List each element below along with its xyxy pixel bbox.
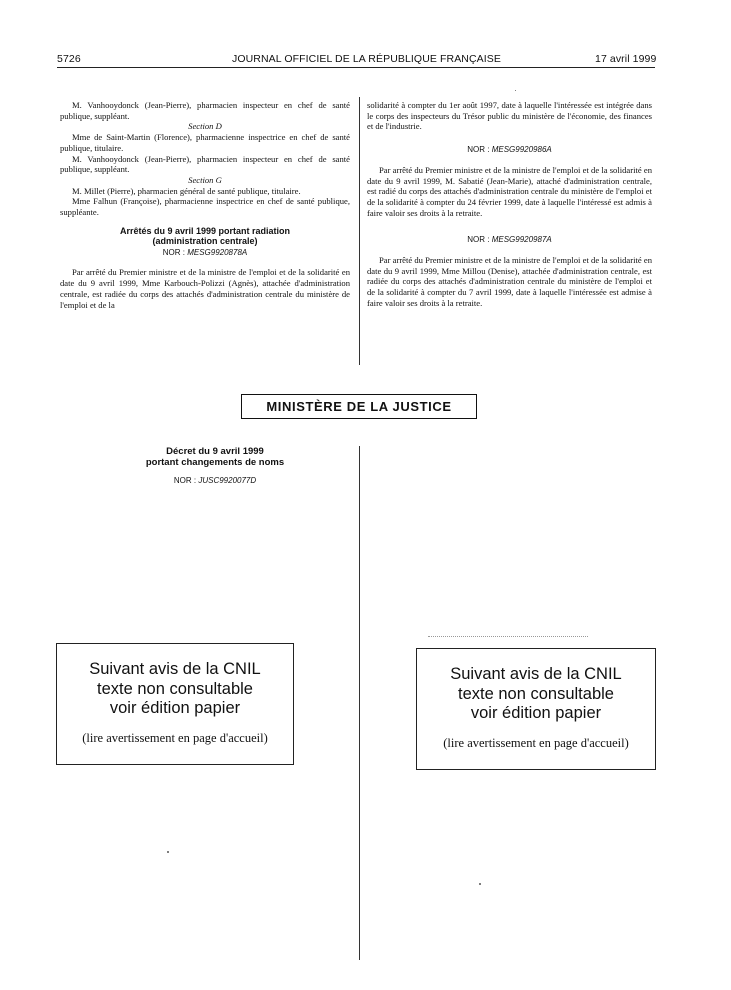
cnil-notice-box-right — [416, 648, 656, 770]
nor-code: MESG9920878A — [187, 247, 248, 257]
nor-label: NOR : — [173, 476, 197, 485]
cnil-notice-line: voir édition papier — [470, 704, 602, 722]
appointment-paragraph: Mme Falhun (Françoise), pharmacienne inspectrice en chef de santé publique, suppléante. — [60, 196, 350, 218]
appointment-paragraph: M. Vanhooydonck (Jean-Pierre), pharmacien inspecteur en chef de santé publique, suppléant. — [60, 153, 350, 175]
scan-speck — [167, 851, 169, 853]
left-column — [60, 100, 350, 310]
cnil-notice-box-left — [56, 643, 294, 765]
scan-speck — [515, 90, 516, 91]
cnil-notice-line: texte non consultable — [97, 679, 253, 698]
section-heading: Section G — [188, 174, 222, 185]
cnil-notice-line: texte non consultable — [458, 684, 614, 703]
ministry-heading: MINISTÈRE DE LA JUSTICE — [241, 394, 477, 419]
journal-title: JOURNAL OFFICIEL DE LA RÉPUBLIQUE FRANÇAISE — [232, 53, 501, 65]
nor-code: MESG9920986A — [491, 145, 552, 155]
appointment-paragraph: M. Millet (Pierre), pharmacien général de santé publique, titulaire. — [72, 185, 301, 196]
right-column — [367, 100, 652, 309]
cnil-notice-line: Suivant avis de la CNIL — [450, 665, 622, 683]
nor-reference — [367, 235, 652, 246]
decret-title-line: portant changements de noms — [145, 457, 285, 468]
scan-artifact-line — [428, 636, 588, 638]
column-divider-bottom — [359, 446, 360, 960]
scan-speck — [479, 883, 481, 885]
nor-reference — [367, 145, 652, 156]
decret-title-line: Décret du 9 avril 1999 — [166, 446, 264, 457]
arretes-title-line: (administration centrale) — [152, 236, 258, 247]
decree-paragraph: Par arrêté du Premier ministre et de la ministre de l'emploi et de la solidarité en date du 9 avril 1999, Mme Millou (Denise), attachée d'administration centrale, est radiée du corps des attachés d'administration centrale du ministère de l'emploi et de la solidarité à compter du 7 avril 1999, date à laquelle l'intéressée est admise à faire valoir ses droits à la retraite. — [367, 255, 652, 308]
arretes-title — [60, 226, 350, 247]
arretes-title-line: Arrêtés du 9 avril 1999 portant radiation — [119, 225, 291, 236]
decree-paragraph: Par arrêté du Premier ministre et de la ministre de l'emploi et de la solidarité en date du 9 avril 1999, Mme Karbouch-Polizzi (Agnès), attachée d'administration centrale, est radiée du corps des attachés d'administration centrale du ministère de l'emploi et de la — [60, 267, 350, 310]
decree-paragraph: solidarité à compter du 1er août 1997, date à laquelle l'intéressée est intégrée dans le corps des inspecteurs du Trésor public du ministère de l'économie, des finances et de l'industrie. — [367, 100, 652, 132]
section-heading: Section D — [188, 121, 222, 132]
nor-label: NOR : — [467, 145, 490, 155]
page-number: 5726 — [57, 53, 81, 65]
appointment-paragraph: M. Vanhooydonck (Jean-Pierre), pharmacien inspecteur en chef de santé publique, suppléant. — [60, 100, 350, 121]
nor-reference — [100, 476, 330, 485]
nor-label: NOR : — [467, 235, 490, 245]
nor-reference — [60, 248, 350, 259]
nor-label: NOR : — [162, 247, 185, 257]
cnil-notice-note: (lire avertissement en page d'accueil) — [443, 735, 629, 750]
appointment-paragraph: Mme de Saint-Martin (Florence), pharmacienne inspectrice en chef de santé publique, titulaire. — [60, 132, 350, 153]
decree-paragraph: Par arrêté du Premier ministre et de la ministre de l'emploi et de la solidarité en date du 9 avril 1999, M. Sabatié (Jean-Marie), attaché d'administration centrale, est radié du corps des attachés d'administration centrale du ministère de l'emploi et de la solidarité à compter du 24 février 1999, date à laquelle l'intéressé est admis à faire valoir ses droits à la retraite. — [367, 164, 652, 218]
cnil-notice-line: voir édition papier — [109, 699, 241, 717]
nor-code: JUSC9920077D — [198, 476, 257, 485]
decret-title — [100, 446, 330, 468]
header-rule — [57, 67, 655, 68]
nor-code: MESG9920987A — [491, 235, 552, 245]
cnil-notice-note: (lire avertissement en page d'accueil) — [82, 730, 268, 745]
issue-date: 17 avril 1999 — [595, 53, 657, 65]
column-divider-top — [359, 97, 360, 365]
cnil-notice-line: Suivant avis de la CNIL — [89, 660, 261, 678]
